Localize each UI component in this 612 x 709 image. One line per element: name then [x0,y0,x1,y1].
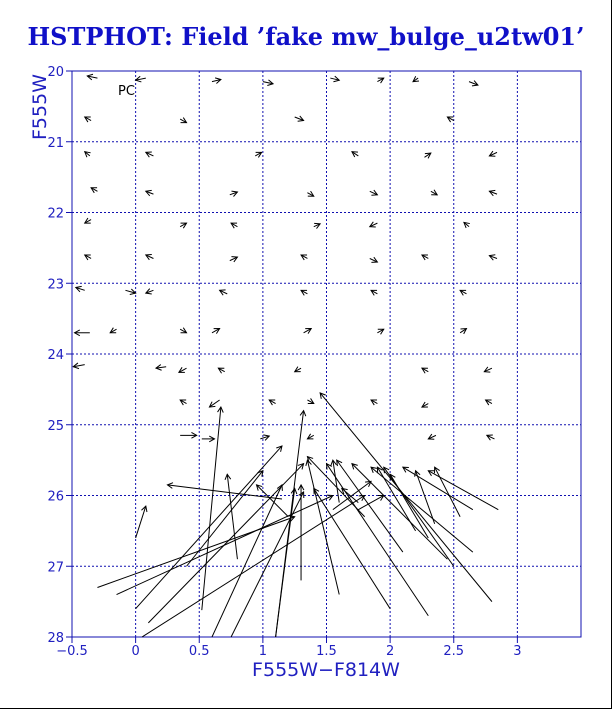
arrow-vector [230,191,238,196]
arrow-vector [179,367,187,372]
arrow-vector [486,400,492,405]
x-tick-label: 1.5 [316,644,337,659]
arrow-vector [484,367,492,372]
arrow-vector [146,152,154,157]
y-tick-label: 20 [47,65,64,80]
arrow-vector [125,289,135,295]
arrow-vector [295,116,304,121]
arrow-vector [218,368,224,373]
arrow-vector [422,255,428,260]
arrow-vector [295,367,301,372]
arrow-vector [230,257,238,262]
arrow-vector [464,222,470,228]
arrow-vector [370,222,378,227]
arrow-vector [146,289,154,294]
arrow-vector [489,255,497,260]
x-tick-label: 0.5 [188,644,210,659]
arrow-vector [220,290,228,295]
arrow-vector [487,435,495,440]
arrow-vector [146,255,154,260]
arrow-vector [85,117,91,122]
arrow-vector [255,152,261,157]
y-tick-label: 27 [47,560,64,576]
annotation-pc: PC [118,84,135,99]
arrow-vector [447,117,453,122]
arrow-vector [314,488,390,608]
arrow-vector [327,464,429,616]
arrow-vector [75,330,90,336]
arrow-vector [209,400,219,407]
y-tick-label: 28 [47,631,64,646]
arrow-vector [85,218,91,223]
arrow-vector [460,290,466,295]
chart-title: HSTPHOT: Field ’fake mw_bulge_u2tw01’ [27,22,585,51]
arrow-vector [202,436,215,442]
x-tick-label: 2 [385,644,395,659]
arrow-vector [225,474,237,559]
arrow-vector [180,118,186,123]
arrow-vector [489,190,497,195]
arrow-vector [352,464,447,560]
arrow-vector [269,400,275,405]
arrow-vector [73,363,84,369]
y-tick-label: 25 [47,418,64,434]
arrow-vector [263,80,273,86]
arrow-vector [390,474,428,538]
y-axis-label: F555W [29,74,51,140]
arrow-vector [136,446,282,609]
x-tick-label: 0 [131,644,140,659]
y-tick-label: 23 [47,277,64,293]
y-tick-label: 26 [47,489,64,505]
arrow-vector [460,329,466,334]
arrow-vector [212,78,221,84]
arrow-vector [377,329,383,334]
arrow-vector [377,78,383,83]
arrow-vector [301,290,307,295]
arrow-vector [371,467,473,552]
arrow-vector [180,400,186,405]
arrow-vector [85,152,91,158]
arrow-vector [422,368,428,373]
arrow-vector [136,506,147,538]
arrow-vector [76,286,85,291]
arrow-vector [212,485,282,637]
arrow-vector [431,190,437,195]
arrow-vector [301,255,307,260]
y-tick-label: 21 [47,135,64,151]
arrow-vector [87,74,97,80]
arrow-vector [424,153,430,158]
arrow-vector [371,290,377,295]
arrow-vector [428,434,436,439]
arrow-vector [85,255,91,260]
y-tick-label: 24 [47,348,64,363]
arrow-vector [180,432,197,438]
arrow-vector [469,81,478,86]
arrow-vector [306,460,339,594]
arrow-vector [167,483,282,499]
arrow-vector [146,190,154,195]
arrow-vector [489,151,497,156]
y-tick-label: 22 [47,206,64,222]
arrow-vector [212,329,220,334]
data-vectors [73,74,498,637]
arrow-vector [435,467,461,517]
arrow-vector [330,76,339,82]
arrow-vector [91,188,97,193]
arrow-vector [370,190,378,195]
arrow-vector [314,223,320,228]
arrow-vector [307,191,313,196]
x-axis-label: F555W−F814W [252,659,400,681]
arrow-vector [136,76,146,82]
arrow-vector [413,76,419,81]
x-tick-label: 2.5 [443,644,465,659]
arrow-vector [257,485,289,517]
arrow-vector [352,152,358,157]
arrow-vector [307,434,313,439]
arrow-vector [370,257,378,262]
arrow-vector [422,402,428,407]
arrow-vector [260,435,269,440]
arrow-vector [307,398,313,403]
arrow-vector [156,365,166,371]
arrow-vector [371,400,377,405]
x-tick-label: 1 [258,644,268,659]
x-tick-label: −0.5 [56,644,88,659]
arrow-vector [304,329,312,334]
arrow-vector [337,460,403,552]
arrow-vector [180,223,186,228]
arrow-vector [298,485,304,581]
x-tick-label: 3 [513,644,522,659]
arrow-vector [110,328,116,333]
arrow-vector [231,223,237,228]
arrow-vector [180,328,186,333]
arrow-vector [231,492,304,637]
